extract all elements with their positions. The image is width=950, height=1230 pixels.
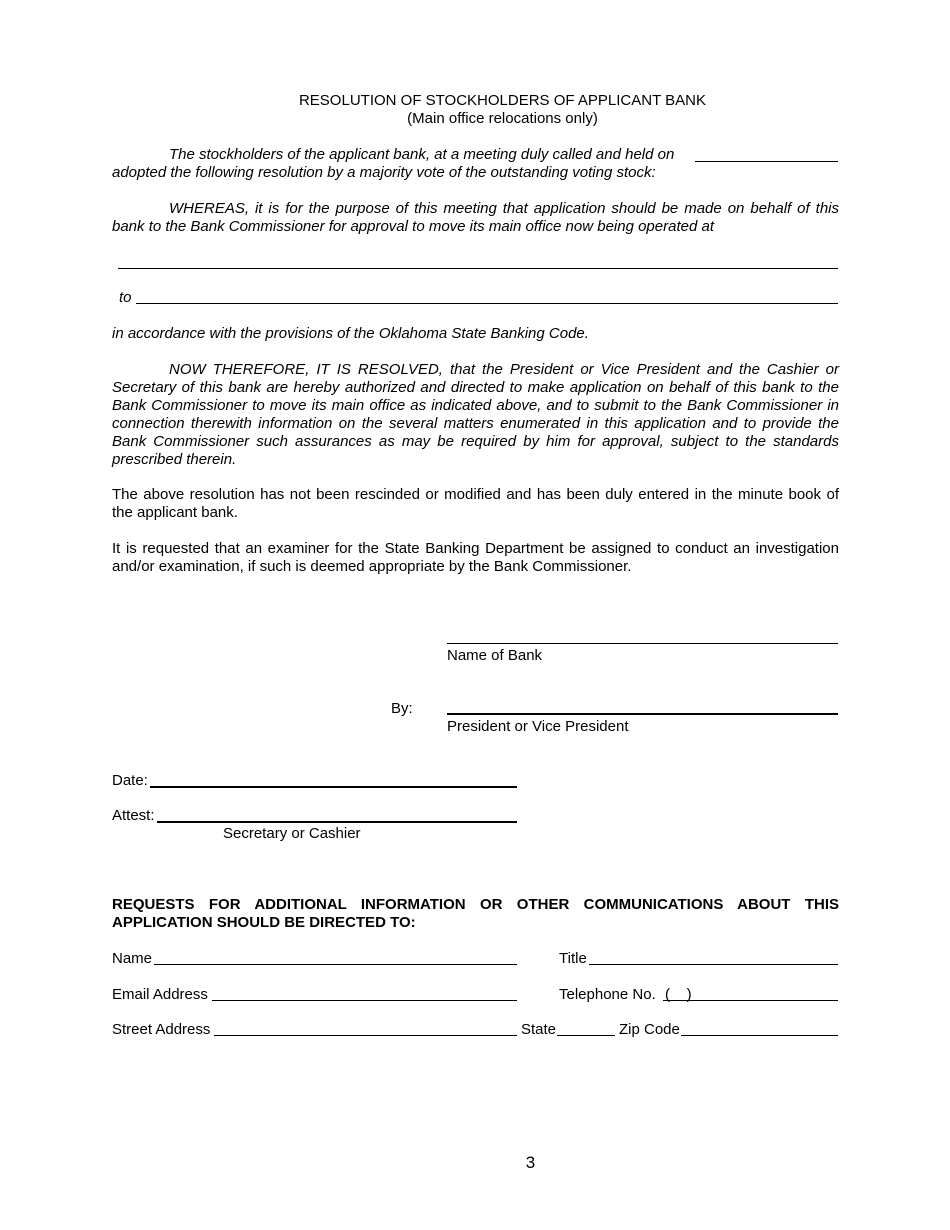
to-label: to [119, 289, 132, 306]
meeting-date-field[interactable] [695, 161, 838, 162]
secretary-label: Secretary or Cashier [223, 825, 361, 842]
contact-name-field[interactable] [154, 964, 517, 965]
new-office-address-field[interactable] [136, 303, 838, 304]
document-title: RESOLUTION OF STOCKHOLDERS OF APPLICANT BANK [298, 92, 707, 109]
street-address-field[interactable] [214, 1035, 517, 1036]
meeting-intro-continuation: adopted the following resolution by a majority vote of the outstanding voting stock: [112, 164, 656, 181]
by-label: By: [391, 700, 413, 717]
email-address-field[interactable] [212, 1000, 517, 1001]
email-address-label: Email Address [112, 986, 208, 1003]
current-office-address-field[interactable] [118, 268, 838, 269]
not-rescinded-paragraph: The above resolution has not been rescinded or modified and has been duly entered in the minute book of the applicant bank. [112, 486, 839, 521]
president-label: President or Vice President [447, 718, 629, 735]
date-field[interactable] [150, 786, 517, 788]
document-subtitle: (Main office relocations only) [407, 110, 598, 127]
resolved-paragraph: NOW THEREFORE, IT IS RESOLVED, that the President or Vice President and the Cashier or Secretary of this bank are hereby authorized and directed to make application on behalf of this bank to the Bank Commissioner to move its main office as indicated above, and to submit to the Bank Commissioner in connection therewith information on the several matters enumerated in this application and to provide the Bank Commissioner such assurances as may be required by him for approval, subject to the standards prescribed therein. [112, 361, 839, 468]
telephone-area-code: ( ) [665, 986, 692, 1003]
president-signature-field[interactable] [447, 713, 838, 715]
whereas-paragraph: WHEREAS, it is for the purpose of this meeting that application should be made on behalf of this bank to the Bank Commissioner for approval to move its main office now being operated at [112, 200, 839, 235]
name-of-bank-label: Name of Bank [447, 647, 543, 664]
attest-signature-field[interactable] [157, 821, 517, 823]
state-field[interactable] [557, 1035, 615, 1036]
state-label: State [521, 1021, 557, 1038]
banking-code-text: in accordance with the provisions of the Oklahoma State Banking Code. [112, 325, 589, 342]
contact-name-label: Name [112, 950, 153, 967]
telephone-label: Telephone No. [559, 986, 656, 1003]
date-label: Date: [112, 772, 148, 789]
attest-label: Attest: [112, 807, 155, 824]
page-number: 3 [525, 1153, 536, 1172]
zip-code-label: Zip Code [619, 1021, 680, 1038]
telephone-field[interactable] [663, 1000, 838, 1001]
contact-heading: REQUESTS FOR ADDITIONAL INFORMATION OR OTHER COMMUNICATIONS ABOUT THIS APPLICATION SHOULD BE DIRECTED TO: [112, 896, 839, 931]
contact-title-label: Title [559, 950, 587, 967]
examiner-request-paragraph: It is requested that an examiner for the State Banking Department be assigned to conduct an investigation and/or examination, if such is deemed appropriate by the Bank Commissioner. [112, 540, 839, 575]
bank-name-field[interactable] [447, 643, 838, 644]
street-address-label: Street Address [112, 1021, 211, 1038]
meeting-intro-text: The stockholders of the applicant bank, at a meeting duly called and held on [169, 146, 675, 163]
contact-title-field[interactable] [589, 964, 838, 965]
zip-code-field[interactable] [681, 1035, 838, 1036]
